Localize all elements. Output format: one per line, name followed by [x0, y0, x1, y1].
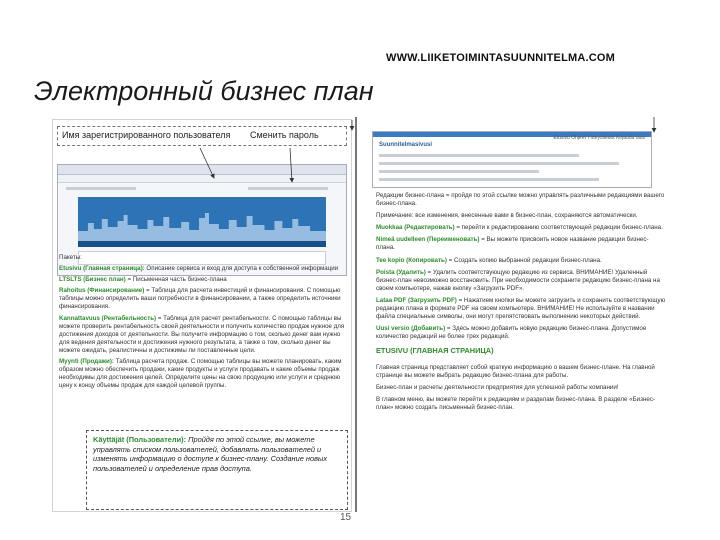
- mock-navigation: Etusivu Ohjeet Yhteystiedot Kirjaudu ulos: [553, 135, 645, 141]
- section-heading-etusivu: ETUSIVU (ГЛАВНАЯ СТРАНИЦА): [376, 346, 494, 356]
- site-url[interactable]: WWW.LIIKETOIMINTASUUNNITELMA.COM: [386, 52, 616, 64]
- mock-page-title: Suunnitelmasivusi: [379, 142, 433, 148]
- users-highlight-text: Käyttäjät (Пользователи): Пройдя по этой ссылке, вы можете управлять списком пользователей, добавлять пользователей и изменять информацию о доступе к бизнес-плану. Создание новых пользователей и определение прав доступа.: [93, 435, 328, 473]
- left-paragraph: Kannattavuus (Рентабельность) = Таблица для расчет рентабельности. С помощью таблицы вы можете проверить рентабельность своей деятельности и получить количество продаж нужное для достижения доходов от деятельности. Вы получите информацию о том, сколько денег вам нужно для ведения деятельности и достижения нужного результата, а также о том, сколько денег вы можете ожидать, реалистичны и достижимы ли поставленные цели.: [59, 314, 345, 354]
- right-section-paragraph: Бизнес-план и расчеты деятельности предприятия для успешной работы компании!: [376, 383, 619, 391]
- left-paragraph: Myynti (Продажи): Таблица расчета продаж. С помощью таблицы вы можете планировать, каким образом можно обеспечить продажи, какие продукты и услуги продавать и какие объемы продаж необходимы для достижения целей. Определите цены на свою продукцию или услуги и среднюю цену к концу объемы продаж для каждой целевой группы.: [59, 358, 342, 390]
- page-number: 15: [340, 512, 352, 523]
- right-screenshot-panel: [372, 131, 652, 188]
- skyline-graphic: [78, 211, 326, 241]
- mock-address-line: [66, 187, 136, 190]
- left-paragraph: Rahoitus (Финансирование) = Таблица для расчета инвестиций и финансирования. С помощью таблицы можно определить ваши потребности в финансировании, а также определить источники финансирования.: [59, 287, 341, 311]
- browser-titlebar: [58, 165, 346, 175]
- browser-toolbar: [58, 175, 346, 183]
- right-description: [376, 192, 666, 416]
- right-paragraph: Poista (Удалить) = Удалить соответствующую редакцию из сервиса. ВНИМАНИЕ! Удаленный бизнес-план невозможно восстановить. При необходимости сохраните редакцию бизнес-плана на своем компьютере, нажав кнопку «Загрузить PDF».: [376, 268, 660, 292]
- left-description: [59, 254, 345, 393]
- callout-row: [57, 126, 347, 146]
- mock-login-line: [248, 187, 328, 190]
- right-section-paragraph: В главном меню, вы можете перейти к редакциям и разделам бизнес-плана. В разделе «Бизнес-план» можно создать письменный бизнес-план.: [376, 395, 655, 411]
- change-password-callout: Сменить пароль: [250, 130, 319, 140]
- username-callout: Имя зарегистрированного пользователя: [62, 130, 231, 140]
- right-paragraph: Uusi versio (Добавить) = Здесь можно добавить новую редакцию бизнес-плана. Допустимое количество редакций не более трех редакций.: [376, 325, 647, 341]
- mock-line: [379, 162, 619, 165]
- left-paragraph: Etusivu (Главная страница): Описание сервиса и вход для доступа к собственной информации: [59, 265, 339, 273]
- mock-line: [379, 170, 539, 173]
- right-paragraph: Tee kopio (Копировать) = Создать копию выбранной редакции бизнес-плана.: [376, 256, 602, 264]
- users-highlight-box: [86, 430, 348, 510]
- right-paragraph: Редакции бизнес-плана = пройдя по этой ссылке можно управлять различными редакциями вашего бизнес-плана.: [376, 192, 665, 208]
- mock-hero-banner: [78, 197, 326, 247]
- panel-divider: [355, 117, 357, 512]
- right-paragraph: Примечание: все изменения, внесенные вами в бизнес-план, сохраняются автоматически.: [376, 212, 638, 220]
- mock-nav-bar: [78, 241, 326, 247]
- left-paragraph: LTSLTS (Бизнес план) = Письменная часть бизнес-плана: [59, 276, 227, 284]
- right-paragraph: Muokkaa (Редактировать) = перейти к редактированию соответствующей редакции бизнес-плана.: [376, 224, 663, 232]
- left-paragraph: Пакеты:: [59, 254, 82, 261]
- mock-line: [379, 154, 579, 157]
- page-title: Электронный бизнес план: [34, 76, 374, 106]
- right-section-paragraph: Главная страница представляет собой краткую информацию о вашем бизнес-плане. На главной странице вы можете выбрать редакцию бизнес-плана для работы.: [376, 363, 655, 379]
- mock-line: [379, 178, 599, 181]
- right-paragraph: Nimeä uudelleen (Переименовать) = Вы можете присвоить новое название редакции бизнес-плана.: [376, 236, 649, 252]
- right-paragraph: Lataa PDF (Загрузить PDF) = Нажатием кнопки вы можете загрузить и сохранить соответствующую редакцию плана в формате PDF на своем компьютере. ВНИМАНИЕ! Не используйте в названии файла специальные символы, они могут препятствовать выполнению некоторых действий.: [376, 296, 666, 321]
